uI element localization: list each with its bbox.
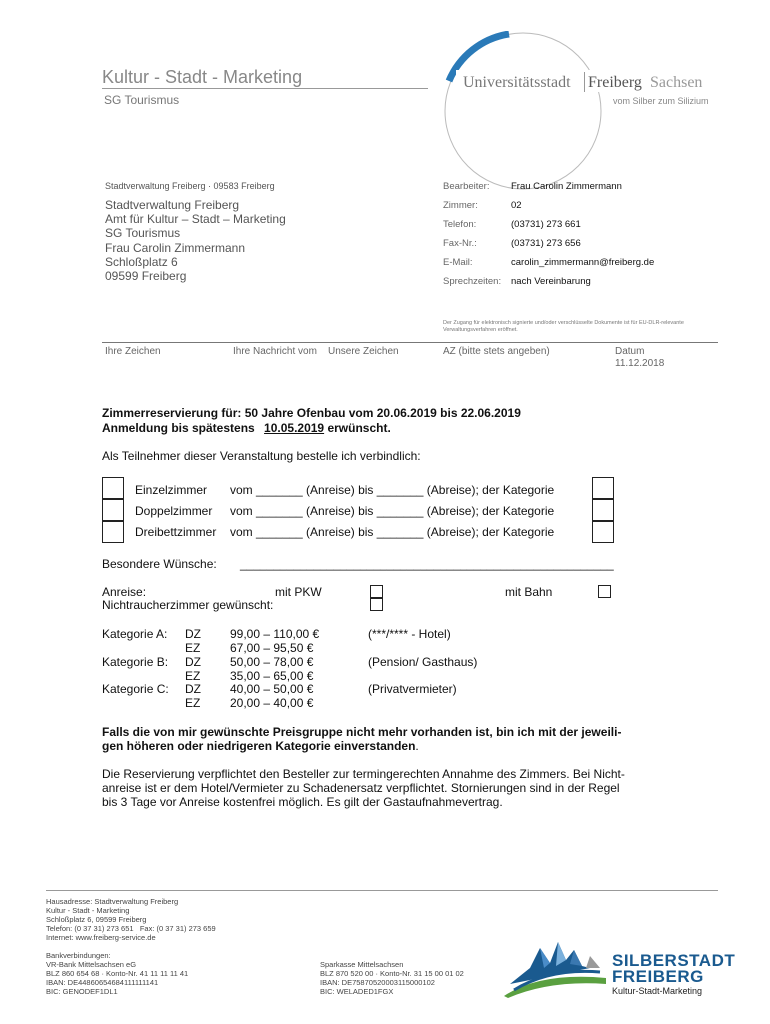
category-room-type: DZ <box>185 627 201 641</box>
category-label: Kategorie C: <box>102 682 169 696</box>
intro-text: Als Teilnehmer dieser Veranstaltung bestelle ich verbindlich: <box>102 449 421 463</box>
category-price: 20,00 – 40,00 € <box>230 696 314 710</box>
recipient-address: Stadtverwaltung Freiberg Amt für Kultur – Stadt – Marketing SG Tourismus Frau Carolin Zimmermann Schloßplatz 6 09599 Freiberg <box>105 198 286 284</box>
header-divider <box>102 88 428 89</box>
category-note: (Privatvermieter) <box>368 682 457 696</box>
category-input-box[interactable] <box>592 477 614 499</box>
category-price: 67,00 – 95,50 € <box>230 641 314 655</box>
wishes-field[interactable]: ________________________________________________________ <box>240 557 614 571</box>
category-price: 50,00 – 78,00 € <box>230 655 314 669</box>
room-checkbox[interactable] <box>102 477 124 499</box>
arrival-pkw-label: mit PKW <box>275 585 322 599</box>
arrival-label: Anreise: <box>102 585 147 599</box>
category-note: (***/**** - Hotel) <box>368 627 451 641</box>
category-label: Kategorie A: <box>102 627 168 641</box>
contact-label: Sprechzeiten: <box>443 276 502 287</box>
ref-unsere-zeichen: Unsere Zeichen <box>328 346 399 357</box>
sender-line: Stadtverwaltung Freiberg · 09583 Freiberg <box>105 181 275 191</box>
footer-divider <box>46 890 718 891</box>
consent-line2-text: gen höheren oder niedrigeren Kategorie einverstanden <box>102 739 416 753</box>
contact-label: E-Mail: <box>443 257 473 268</box>
subject-line2 <box>102 421 391 435</box>
room-dates-field[interactable]: vom _______ (Anreise) bis _______ (Abreise); der Kategorie <box>230 525 555 539</box>
contact-value: (03731) 273 656 <box>511 238 581 249</box>
category-note: (Pension/ Gasthaus) <box>368 655 478 669</box>
subject-deadline-date: 10.05.2019 <box>264 421 325 435</box>
contact-label: Bearbeiter: <box>443 181 490 192</box>
ref-datum-value: 11.12.2018 <box>615 358 665 369</box>
category-price: 99,00 – 110,00 € <box>230 627 320 641</box>
arrival-bahn-checkbox[interactable] <box>598 585 611 598</box>
contact-label: Zimmer: <box>443 200 478 211</box>
category-room-type: EZ <box>185 696 201 710</box>
subject-deadline-prefix: Anmeldung bis spätestens <box>102 421 255 435</box>
consent-line2-end: . <box>415 739 419 753</box>
terms-line1: Die Reservierung verpflichtet den Besteller zur termingerechten Annahme des Zimmers. Bei Nicht- <box>102 767 625 781</box>
uni-logo-part3: Sachsen <box>650 74 703 91</box>
terms-line2: anreise ist er dem Hotel/Vermieter zu Schadenersatz verpflichtet. Stornierungen sind in der Regel <box>102 781 620 795</box>
footer-bank1: Bankverbindungen: VR-Bank Mittelsachsen eG BLZ 860 654 68 · Konto-Nr. 41 11 11 11 41 IBAN: DE44860654684111111141 BIC: GENODEF1DL1 <box>46 951 189 996</box>
uni-logo-part2: Freiberg <box>588 74 642 91</box>
contact-value: Frau Carolin Zimmermann <box>511 181 622 192</box>
category-input-box[interactable] <box>592 521 614 543</box>
category-label: Kategorie B: <box>102 655 169 669</box>
electronic-access-notice: Der Zugang für elektronisch signierte und/oder verschlüsselte Dokumente ist für EU-DLR-relevante Verwaltungsverfahren eröffnet. <box>443 320 684 333</box>
subject-line1: Zimmerreservierung für: 50 Jahre Ofenbau vom 20.06.2019 bis 22.06.2019 <box>102 406 521 420</box>
logo-separator <box>584 72 585 92</box>
silberstadt-logo-line2: FREIBERG <box>612 967 704 986</box>
silberstadt-logo-icon <box>500 938 612 1000</box>
footer-address: Hausadresse: Stadtverwaltung Freiberg Kultur - Stadt - Marketing Schloßplatz 6, 09599 Freiberg Telefon: (0 37 31) 273 651 Fax: (0 37 31) 273 659 Internet: www.freiberg-service.de <box>46 897 216 942</box>
contact-email-link[interactable]: carolin_zimmermann@freiberg.de <box>511 257 655 268</box>
contact-value: nach Vereinbarung <box>511 276 591 287</box>
silberstadt-logo-subtitle: Kultur-Stadt-Marketing <box>612 986 703 996</box>
terms-line3: bis 3 Tage vor Anreise kostenfrei möglich. Es gilt der Gastaufnahmevertrag. <box>102 795 503 809</box>
room-type-label: Einzelzimmer <box>135 483 208 497</box>
category-room-type: EZ <box>185 669 201 683</box>
contact-label: Fax-Nr.: <box>443 238 477 249</box>
uni-logo-part1: Universitätsstadt <box>463 74 571 91</box>
ref-datum-label: Datum <box>615 346 645 357</box>
arrival-pkw-checkbox[interactable] <box>370 585 383 598</box>
header-subtitle: SG Tourismus <box>104 93 180 107</box>
silberstadt-logo-text <box>612 953 735 985</box>
category-room-type: DZ <box>185 655 201 669</box>
contact-value: (03731) 273 661 <box>511 219 581 230</box>
contact-label: Telefon: <box>443 219 477 230</box>
ref-az: AZ (bitte stets angeben) <box>443 346 550 357</box>
category-room-type: EZ <box>185 641 201 655</box>
footer-bank2: Sparkasse Mittelsachsen BLZ 870 520 00 · Konto-Nr. 31 15 00 01 02 IBAN: DE75870520003115000102 BIC: WELADED1FGX <box>320 960 464 996</box>
room-checkbox[interactable] <box>102 499 124 521</box>
room-dates-field[interactable]: vom _______ (Anreise) bis _______ (Abreise); der Kategorie <box>230 504 555 518</box>
category-room-type: DZ <box>185 682 201 696</box>
room-dates-field[interactable]: vom _______ (Anreise) bis _______ (Abreise); der Kategorie <box>230 483 555 497</box>
silberstadt-logo-line1: SILBERSTADT <box>612 951 736 970</box>
category-price: 40,00 – 50,00 € <box>230 682 314 696</box>
reference-divider <box>102 342 718 343</box>
ref-ihre-nachricht: Ihre Nachricht vom <box>233 346 317 357</box>
arrival-bahn-label: mit Bahn <box>505 585 553 599</box>
category-input-box[interactable] <box>592 499 614 521</box>
room-type-label: Dreibettzimmer <box>135 525 217 539</box>
nonsmoker-checkbox[interactable] <box>370 598 383 611</box>
nonsmoker-label: Nichtraucherzimmer gewünscht: <box>102 598 274 612</box>
category-price: 35,00 – 65,00 € <box>230 669 314 683</box>
subject-deadline-suffix: erwünscht. <box>327 421 391 435</box>
header-title: Kultur - Stadt - Marketing <box>102 67 303 87</box>
ref-ihre-zeichen: Ihre Zeichen <box>105 346 161 357</box>
contact-value: 02 <box>511 200 522 211</box>
university-logo-circle-icon <box>443 31 603 191</box>
uni-logo-tagline: vom Silber zum Silizium <box>613 96 709 106</box>
room-type-label: Doppelzimmer <box>135 504 213 518</box>
consent-line1: Falls die von mir gewünschte Preisgruppe nicht mehr vorhanden ist, bin ich mit der jeweili- <box>102 725 622 739</box>
consent-line2 <box>102 739 419 753</box>
room-checkbox[interactable] <box>102 521 124 543</box>
wishes-label: Besondere Wünsche: <box>102 557 217 571</box>
